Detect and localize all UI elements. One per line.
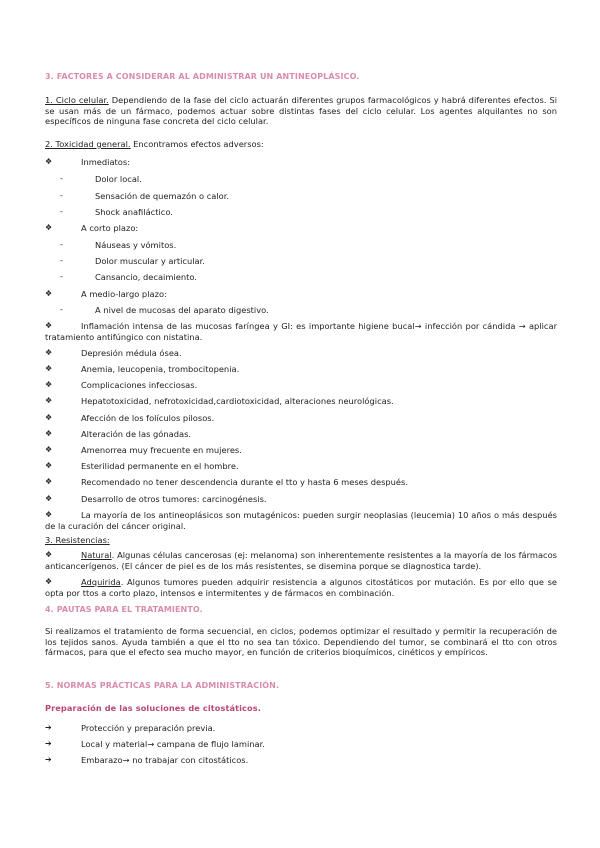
arrow-bullet-icon: ➔ <box>45 723 52 732</box>
section-3-heading: 3. FACTORES A CONSIDERAR AL ADMINISTRAR UN ANTINEOPLÁSICO. <box>45 72 360 81</box>
diamond-bullet-icon: ❖ <box>45 477 53 486</box>
dash-bullet-icon: - <box>60 174 63 183</box>
dash-bullet-icon: - <box>60 240 63 249</box>
ciclo-celular-text: Dependiendo de la fase del ciclo actuarán diferentes grupos farmacológicos y habrá diferentes efectos. Si se usan más de un fármaco, podemos actuar sobre distintas fases del ciclo celular. Los agentes alquilantes no son específicos de ninguna fase concreta del ciclo celular. <box>45 95 557 127</box>
list-item: Depresión médula ósea. <box>81 348 182 358</box>
toxicidad-title: 2. Toxicidad general. <box>45 139 131 149</box>
diamond-bullet-icon: ❖ <box>45 494 53 503</box>
arrow-bullet-icon: ➔ <box>45 755 52 764</box>
corto-plazo-label: A corto plazo: <box>81 223 139 233</box>
ciclo-celular-paragraph <box>45 95 557 127</box>
natural-text: . Algunas células cancerosas (ej: melanoma) son inherentemente resistentes a la mayoría de los fármacos anticancerígenos. (El cáncer de piel es de los más resistentes, se disemina porque se diagnostica tarde). <box>45 550 557 571</box>
toxicidad-text: Encontramos efectos adversos: <box>130 139 264 149</box>
pautas-paragraph: Si realizamos el tratamiento de forma secuencial, en ciclos, podemos optimizar el resultado y permitir la recuperación de los tejidos sanos. Ayuda también a que el tto no sea tan tóxico. Dependiendo del tumor, se combinará el tto con otros fármacos, para que el efecto sea mucho mayor, en función de criterios bioquímicos, cinéticos y empíricos. <box>45 626 557 658</box>
section-4-heading: 4. PAUTAS PARA EL TRATAMIENTO. <box>45 605 203 614</box>
diamond-bullet-icon: ❖ <box>45 348 53 357</box>
diamond-bullet-icon: ❖ <box>45 550 53 559</box>
adquirida-text: . Algunos tumores pueden adquirir resistencia a algunos citostáticos por mutación. Es por ello que se opta por ttos a corto plazo, intensos e intermitentes y de fármacos en combinación. <box>45 577 557 598</box>
toxicidad-line <box>45 139 264 150</box>
list-item: Dolor muscular y articular. <box>95 256 205 266</box>
diamond-bullet-icon: ❖ <box>45 223 53 232</box>
list-item: Recomendado no tener descendencia durante el tto y hasta 6 meses después. <box>81 477 408 487</box>
dash-bullet-icon: - <box>60 272 63 281</box>
arrow-bullet-icon: ➔ <box>45 739 52 748</box>
dash-bullet-icon: - <box>60 207 63 216</box>
list-item: A nivel de mucosas del aparato digestivo. <box>95 305 269 315</box>
list-item: Afección de los folículos pilosos. <box>81 413 215 423</box>
list-item: Amenorrea muy frecuente en mujeres. <box>81 445 242 455</box>
list-item: Esterilidad permanente en el hombre. <box>81 461 239 471</box>
natural-title: Natural <box>81 550 112 560</box>
adquirida-paragraph <box>45 577 557 598</box>
diamond-bullet-icon: ❖ <box>45 445 53 454</box>
diamond-bullet-icon: ❖ <box>45 429 53 438</box>
diamond-bullet-icon: ❖ <box>45 364 53 373</box>
diamond-bullet-icon: ❖ <box>45 289 53 298</box>
list-item: Shock anafiláctico. <box>95 207 173 217</box>
list-item: Local y material→ campana de flujo laminar. <box>81 739 265 749</box>
mutagenicos-paragraph: La mayoría de los antineoplásicos son mutagénicos: pueden surgir neoplasias (leucemia) 10 años o más después de la curación del cáncer original. <box>45 510 557 531</box>
diamond-bullet-icon: ❖ <box>45 461 53 470</box>
diamond-bullet-icon: ❖ <box>45 380 53 389</box>
section-5-heading: 5. NORMAS PRÁCTICAS PARA LA ADMINISTRACIÓN. <box>45 681 280 690</box>
diamond-bullet-icon: ❖ <box>45 413 53 422</box>
list-item: Anemia, leucopenia, trombocitopenia. <box>81 364 240 374</box>
dash-bullet-icon: - <box>60 191 63 200</box>
list-item: Desarrollo de otros tumores: carcinogénesis. <box>81 494 267 504</box>
list-item: Alteración de las gónadas. <box>81 429 192 439</box>
list-item: Hepatotoxicidad, nefrotoxicidad,cardiotoxicidad, alteraciones neurológicas. <box>81 396 394 406</box>
inmediatos-label: Inmediatos: <box>81 157 130 167</box>
medio-largo-label: A medio-largo plazo: <box>81 289 167 299</box>
list-item: Complicaciones infecciosas. <box>81 380 198 390</box>
resistencias-title: 3. Resistencias: <box>45 535 110 545</box>
ciclo-celular-title: 1. Ciclo celular. <box>45 95 109 105</box>
list-item: Dolor local. <box>95 174 142 184</box>
diamond-bullet-icon: ❖ <box>45 157 53 166</box>
list-item: Sensación de quemazón o calor. <box>95 191 230 201</box>
inflamacion-paragraph: Inflamación intensa de las mucosas faríngea y GI: es importante higiene bucal→ infección por cándida → aplicar tratamiento antifúngico con nistatina. <box>45 321 557 342</box>
preparacion-subheading: Preparación de las soluciones de citostáticos. <box>45 703 261 713</box>
adquirida-title: Adquirida <box>81 577 121 587</box>
list-item: Náuseas y vómitos. <box>95 240 177 250</box>
diamond-bullet-icon: ❖ <box>45 396 53 405</box>
diamond-bullet-icon: ❖ <box>45 510 53 519</box>
list-item: Protección y preparación previa. <box>81 723 216 733</box>
natural-paragraph <box>45 550 557 571</box>
dash-bullet-icon: - <box>60 305 63 314</box>
diamond-bullet-icon: ❖ <box>45 577 53 586</box>
dash-bullet-icon: - <box>60 256 63 265</box>
list-item: Cansancio, decaimiento. <box>95 272 197 282</box>
diamond-bullet-icon: ❖ <box>45 321 53 330</box>
list-item: Embarazo→ no trabajar con citostáticos. <box>81 755 249 765</box>
